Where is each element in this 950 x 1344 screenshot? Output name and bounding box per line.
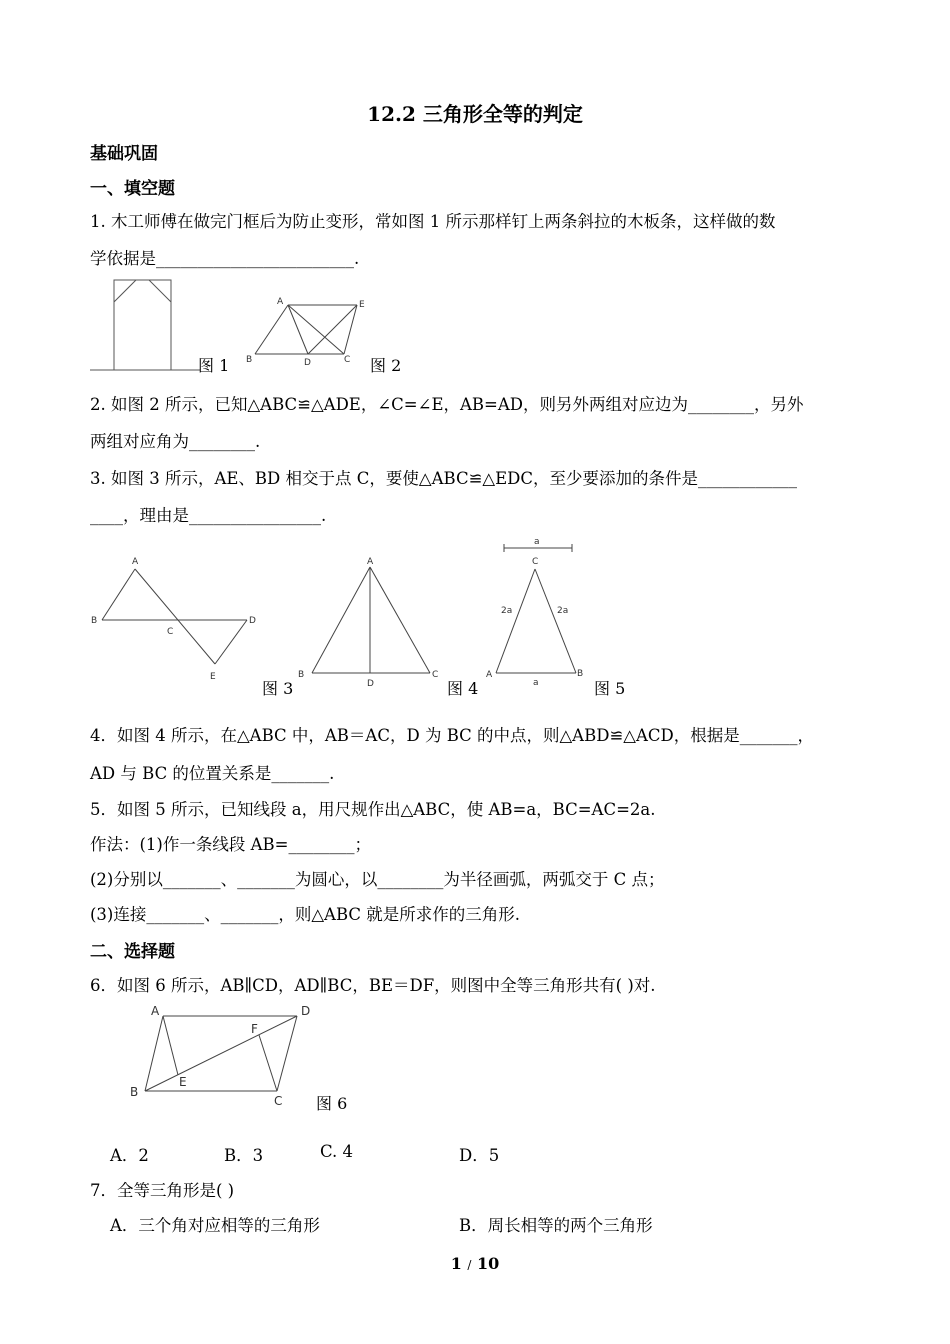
q2-line1: 2. 如图 2 所示，已知△ABC≌△ADE，∠C=∠E，AB=AD，则另外两组对应边为________，另外 bbox=[90, 395, 804, 414]
q7-option-a: A．三个角对应相等的三角形 bbox=[110, 1216, 320, 1235]
left-brace bbox=[114, 280, 136, 302]
fig3-label-a: A bbox=[132, 557, 139, 567]
page-separator: / bbox=[467, 1258, 472, 1272]
figure-1-door-frame bbox=[90, 276, 200, 372]
current-page: 1 bbox=[450, 1254, 462, 1273]
q1-line2: 学依据是________________________. bbox=[90, 249, 360, 268]
fig2-label-d: D bbox=[304, 358, 311, 366]
figure-3-label: 图 3 bbox=[262, 679, 294, 698]
figure-5-diagram bbox=[482, 533, 592, 689]
figure-4-label: 图 4 bbox=[447, 679, 479, 698]
fig5-label-c: C bbox=[532, 557, 539, 567]
fig2-label-c: C bbox=[344, 355, 351, 365]
fig6-label-e: E bbox=[179, 1075, 187, 1089]
section-fill-in: 一、填空题 bbox=[90, 179, 175, 199]
fig5-label-b: B bbox=[577, 669, 584, 679]
fig6-label-d: D bbox=[301, 1004, 311, 1018]
q4-line1: 4．如图 4 所示，在△ABC 中，AB＝AC，D 为 BC 的中点，则△ABD≌△ACD，根据是_______， bbox=[90, 726, 814, 745]
q6-option-c: C. 4 bbox=[320, 1142, 354, 1161]
section-multiple-choice: 二、选择题 bbox=[90, 942, 175, 962]
figure-6-diagram bbox=[125, 1000, 315, 1108]
q1-line1: 1. 木工师傅在做完门框后为防止变形，常如图 1 所示那样钉上两条斜拉的木板条，这样做的数 bbox=[90, 212, 776, 231]
fig5-label-a-vertex: A bbox=[486, 670, 493, 680]
q7-stem: 7．全等三角形是( ) bbox=[90, 1181, 235, 1200]
q7-option-b: B．周长相等的两个三角形 bbox=[459, 1216, 653, 1235]
fig2-label-b: B bbox=[246, 355, 253, 365]
fig5-label-a-top: a bbox=[534, 537, 540, 547]
q6-option-a: A．2 bbox=[110, 1146, 149, 1165]
fig4-label-d: D bbox=[367, 679, 374, 689]
section-basic: 基础巩固 bbox=[90, 144, 158, 164]
fig3-label-b: B bbox=[91, 616, 98, 626]
q3-line1: 3. 如图 3 所示，AE、BD 相交于点 C，要使△ABC≌△EDC，至少要添加的条件是____________ bbox=[90, 469, 797, 488]
fig6-label-a: A bbox=[151, 1004, 160, 1018]
figure-3-diagram bbox=[90, 553, 262, 685]
q6-stem: 6．如图 6 所示，AB∥CD，AD∥BC，BE＝DF，则图中全等三角形共有( )对. bbox=[90, 976, 656, 995]
fig6-label-c: C bbox=[274, 1094, 283, 1108]
fig6-label-b: B bbox=[130, 1085, 139, 1099]
fig3-label-d: D bbox=[249, 616, 256, 626]
fig4-label-c: C bbox=[432, 670, 439, 680]
figure-4-diagram bbox=[295, 553, 447, 689]
figure-2-label: 图 2 bbox=[370, 356, 402, 375]
q6-option-b: B．3 bbox=[224, 1146, 264, 1165]
total-pages: 10 bbox=[477, 1254, 500, 1273]
fig4-label-a: A bbox=[367, 557, 374, 567]
fig5-label-2a-left: 2a bbox=[501, 606, 513, 616]
figure-2-diagram bbox=[245, 294, 370, 366]
q5-line3: (2)分别以_______、_______为圆心，以________为半径画弧，两弧交于 C 点； bbox=[90, 870, 665, 889]
fig5-label-a-base: a bbox=[533, 678, 539, 688]
fig3-label-e: E bbox=[210, 672, 216, 682]
fig4-label-b: B bbox=[298, 670, 305, 680]
q5-line2: 作法：(1)作一条线段 AB=________； bbox=[90, 835, 371, 854]
figure-6-label: 图 6 bbox=[316, 1094, 348, 1113]
page-number bbox=[0, 1254, 950, 1273]
fig3-label-c: C bbox=[167, 627, 174, 637]
right-brace bbox=[149, 280, 171, 302]
q6-option-d: D．5 bbox=[459, 1146, 500, 1165]
q5-line4: (3)连接_______、_______，则△ABC 就是所求作的三角形. bbox=[90, 905, 521, 924]
page-title: 12.2 三角形全等的判定 bbox=[367, 102, 583, 126]
q2-line2: 两组对应角为________. bbox=[90, 432, 261, 451]
q4-line2: AD 与 BC 的位置关系是_______. bbox=[90, 764, 335, 783]
fig2-label-a: A bbox=[277, 297, 284, 307]
figure-1-label: 图 1 bbox=[198, 356, 230, 375]
fig2-label-e: E bbox=[359, 300, 365, 310]
q5-line1: 5．如图 5 所示，已知线段 a，用尺规作出△ABC，使 AB=a，BC=AC=2a. bbox=[90, 800, 656, 819]
fig6-label-f: F bbox=[251, 1022, 258, 1036]
fig5-label-2a-right: 2a bbox=[557, 606, 569, 616]
q3-line2: ____，理由是________________. bbox=[90, 506, 327, 525]
figure-5-label: 图 5 bbox=[594, 679, 626, 698]
